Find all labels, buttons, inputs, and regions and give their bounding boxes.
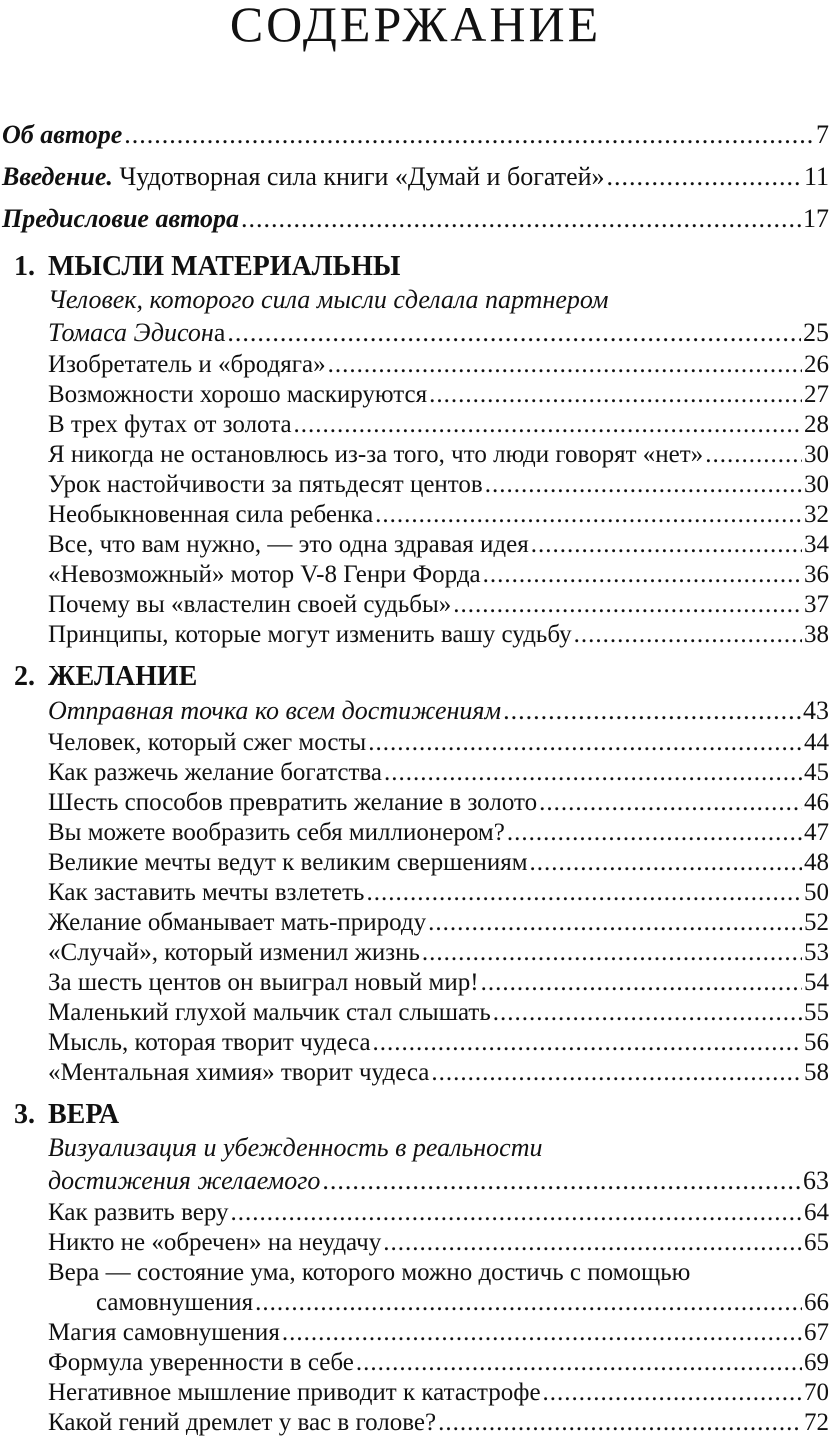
dot-leader — [383, 1228, 802, 1258]
toc-entry[interactable] — [0, 350, 831, 380]
toc-entry[interactable] — [0, 968, 831, 998]
page-number: 17 — [803, 204, 829, 233]
toc-front-preface[interactable] — [0, 198, 831, 240]
entry-title: Формула уверенности в себе — [48, 1349, 354, 1376]
page-number: 50 — [804, 879, 829, 906]
entry-title: Все, что вам нужно, — это одна здравая идея — [48, 531, 529, 558]
dot-leader — [429, 380, 802, 410]
chapter-number: 3. — [14, 1099, 35, 1130]
dot-leader — [543, 1378, 802, 1408]
dot-leader — [705, 440, 802, 470]
entry-title: Возможности хорошо маскируются — [48, 381, 428, 408]
dot-leader — [539, 788, 802, 818]
toc-entry[interactable] — [0, 470, 831, 500]
page-number: 70 — [804, 1379, 829, 1406]
toc-front-about-author[interactable] — [0, 114, 831, 156]
page-number: 69 — [804, 1349, 829, 1376]
page-number: 48 — [804, 849, 829, 876]
toc-entry[interactable] — [0, 1164, 831, 1198]
entry-title: Почему вы «властелин своей судьбы» — [48, 591, 452, 618]
toc-entry[interactable] — [0, 410, 831, 440]
entry-title: Магия самовнушения — [48, 1319, 280, 1346]
dot-leader — [422, 938, 802, 968]
entry-title: Великие мечты ведут к великим свершениям — [48, 849, 528, 876]
entry-title: Как заставить мечты взлететь — [48, 879, 365, 906]
entry-title: Человек, который сжег мосты — [48, 729, 367, 756]
page-number: 55 — [804, 999, 829, 1026]
page-number: 30 — [804, 441, 829, 468]
table-of-contents — [0, 114, 831, 1438]
entry-title: «Ментальная химия» творит чудеса — [48, 1059, 430, 1086]
dot-leader — [507, 818, 802, 848]
toc-entry[interactable] — [0, 1288, 831, 1318]
toc-front-introduction[interactable] — [0, 156, 831, 198]
page-number: 56 — [804, 1029, 829, 1056]
page-number: 28 — [804, 411, 829, 438]
toc-entry[interactable] — [0, 908, 831, 938]
toc-entry[interactable] — [0, 848, 831, 878]
chapter-intro-italic: Отправная точка ко всем достижениям — [48, 696, 502, 725]
toc-entry[interactable] — [0, 590, 831, 620]
toc-entry[interactable] — [0, 728, 831, 758]
dot-leader — [428, 908, 802, 938]
page-number: 58 — [804, 1059, 829, 1086]
toc-entry[interactable] — [0, 560, 831, 590]
dot-leader — [294, 410, 802, 440]
page-number: 52 — [804, 909, 829, 936]
toc-entry[interactable] — [0, 500, 831, 530]
dot-leader — [485, 470, 802, 500]
dot-leader — [481, 968, 802, 998]
page-number: 7 — [816, 120, 829, 149]
chapter-intro-line: Человек, которого сила мысли сделала партнером — [48, 285, 609, 314]
page-title: СОДЕРЖАНИЕ — [229, 0, 602, 52]
page-number: 47 — [804, 819, 829, 846]
page-number: 66 — [804, 1289, 829, 1316]
toc-entry[interactable] — [0, 758, 831, 788]
page-number: 37 — [804, 591, 829, 618]
toc-entry[interactable] — [0, 440, 831, 470]
entry-title: Желание обманывает мать-природу — [48, 909, 427, 936]
entry-title: Мысль, которая творит чудеса — [48, 1029, 371, 1056]
page-number: 44 — [804, 729, 829, 756]
entry-title: Как развить веру — [48, 1199, 229, 1226]
page-number: 67 — [804, 1319, 829, 1346]
chapter-intro-tail: а — [213, 318, 226, 347]
dot-leader — [375, 500, 802, 530]
entry-title: Необыкновенная сила ребенка — [48, 501, 374, 528]
toc-entry[interactable] — [0, 694, 831, 728]
dot-leader — [124, 114, 814, 156]
dot-leader — [368, 728, 802, 758]
front-title: Введение. — [2, 162, 113, 191]
page-number: 34 — [804, 531, 829, 558]
entry-title: Урок настойчивости за пятьдесят центов — [48, 471, 483, 498]
chapter-intro-line: Визуализация и убежденность в реальности — [48, 1133, 543, 1162]
page-number: 32 — [804, 501, 829, 528]
entry-title: В трех футах от золота — [48, 411, 292, 438]
page-number: 64 — [804, 1199, 829, 1226]
toc-entry[interactable] — [0, 380, 831, 410]
dot-leader — [231, 1198, 803, 1228]
dot-leader — [607, 156, 802, 198]
dot-leader — [503, 694, 801, 728]
page-number: 46 — [804, 789, 829, 816]
entry-title-continued: самовнушения — [96, 1289, 254, 1316]
toc-entry[interactable] — [0, 1408, 831, 1438]
entry-title: Как разжечь желание богатства — [48, 759, 382, 786]
page-number: 38 — [804, 621, 829, 648]
dot-leader — [438, 1408, 802, 1438]
page-number: 63 — [803, 1166, 829, 1195]
entry-title: «Случай», который изменил жизнь — [48, 939, 420, 966]
toc-entry[interactable] — [0, 1058, 831, 1088]
dot-leader — [453, 590, 802, 620]
dot-leader — [431, 1058, 802, 1088]
toc-entry-first-line[interactable]: Вера — состояние ума, которого можно достичь с помощью — [48, 1259, 691, 1286]
chapter-title: МЫСЛИ МАТЕРИАЛЬНЫ — [48, 251, 401, 282]
chapter-intro-italic: Томаса Эдисон — [48, 318, 214, 347]
entry-title: За шесть центов он выиграл новый мир! — [48, 969, 479, 996]
chapter-heading[interactable] — [0, 250, 831, 284]
dot-leader — [493, 998, 802, 1028]
entry-title: Негативное мышление приводит к катастрофе — [48, 1379, 541, 1406]
entry-title: Изобретатель и «бродяга» — [48, 351, 326, 378]
dot-leader — [366, 878, 802, 908]
front-title: Предисловие автора — [2, 204, 239, 233]
toc-entry[interactable] — [0, 1348, 831, 1378]
entry-title: Шесть способов превратить желание в золото — [48, 789, 538, 816]
page-number: 25 — [803, 318, 829, 347]
chapter-heading[interactable] — [0, 1098, 831, 1132]
entry-title: Принципы, которые могут изменить вашу судьбу — [48, 621, 572, 648]
entry-title: Никто не «обречен» на неудачу — [48, 1229, 382, 1256]
chapter-number: 2. — [14, 661, 35, 692]
toc-entry[interactable] — [0, 620, 831, 650]
chapter-title: ЖЕЛАНИЕ — [48, 661, 198, 692]
toc-entry[interactable] — [0, 1028, 831, 1058]
entry-title: Какой гений дремлет у вас в голове? — [48, 1409, 437, 1436]
page-number: 43 — [803, 696, 829, 725]
dot-leader — [241, 198, 801, 240]
entry-title: Вы можете вообразить себя миллионером? — [48, 819, 505, 846]
entry-title: Я никогда не остановлюсь из-за того, что люди говорят «нет» — [48, 441, 704, 468]
dot-leader — [373, 1028, 802, 1058]
page-number: 30 — [804, 471, 829, 498]
dot-leader — [384, 758, 802, 788]
dot-leader — [356, 1348, 802, 1378]
toc-entry[interactable] — [0, 316, 831, 350]
page-number: 45 — [804, 759, 829, 786]
toc-entry[interactable] — [0, 998, 831, 1028]
dot-leader — [328, 350, 802, 380]
toc-entry[interactable] — [0, 1318, 831, 1348]
dot-leader — [322, 1164, 801, 1198]
chapter-heading[interactable] — [0, 660, 831, 694]
front-subtitle: Чудотворная сила книги «Думай и богатей» — [112, 162, 605, 191]
toc-entry[interactable] — [0, 530, 831, 560]
toc-entry[interactable] — [0, 818, 831, 848]
page-number: 54 — [804, 969, 829, 996]
toc-entry[interactable] — [0, 938, 831, 968]
entry-title: Маленький глухой мальчик стал слышать — [48, 999, 491, 1026]
dot-leader — [483, 560, 802, 590]
dot-leader — [255, 1288, 802, 1318]
dot-leader — [282, 1318, 802, 1348]
front-title: Об авторе — [2, 120, 123, 149]
chapter-number: 1. — [14, 251, 35, 282]
toc-entry[interactable] — [0, 788, 831, 818]
entry-title: «Невозможный» мотор V-8 Генри Форда — [48, 561, 481, 588]
page-number: 36 — [804, 561, 829, 588]
page-number: 72 — [804, 1409, 829, 1436]
toc-entry[interactable] — [0, 878, 831, 908]
page-number: 26 — [804, 351, 829, 378]
dot-leader — [574, 620, 802, 650]
page-number: 65 — [804, 1229, 829, 1256]
page-number: 11 — [803, 162, 829, 191]
toc-entry[interactable] — [0, 1378, 831, 1408]
toc-entry[interactable] — [0, 1198, 831, 1228]
page-number: 53 — [804, 939, 829, 966]
dot-leader — [531, 530, 802, 560]
chapter-intro-italic: достижения желаемого — [48, 1166, 321, 1195]
dot-leader — [227, 316, 801, 350]
page-number: 27 — [804, 381, 829, 408]
chapter-title: ВЕРА — [48, 1099, 120, 1130]
toc-entry[interactable] — [0, 1228, 831, 1258]
dot-leader — [530, 848, 802, 878]
